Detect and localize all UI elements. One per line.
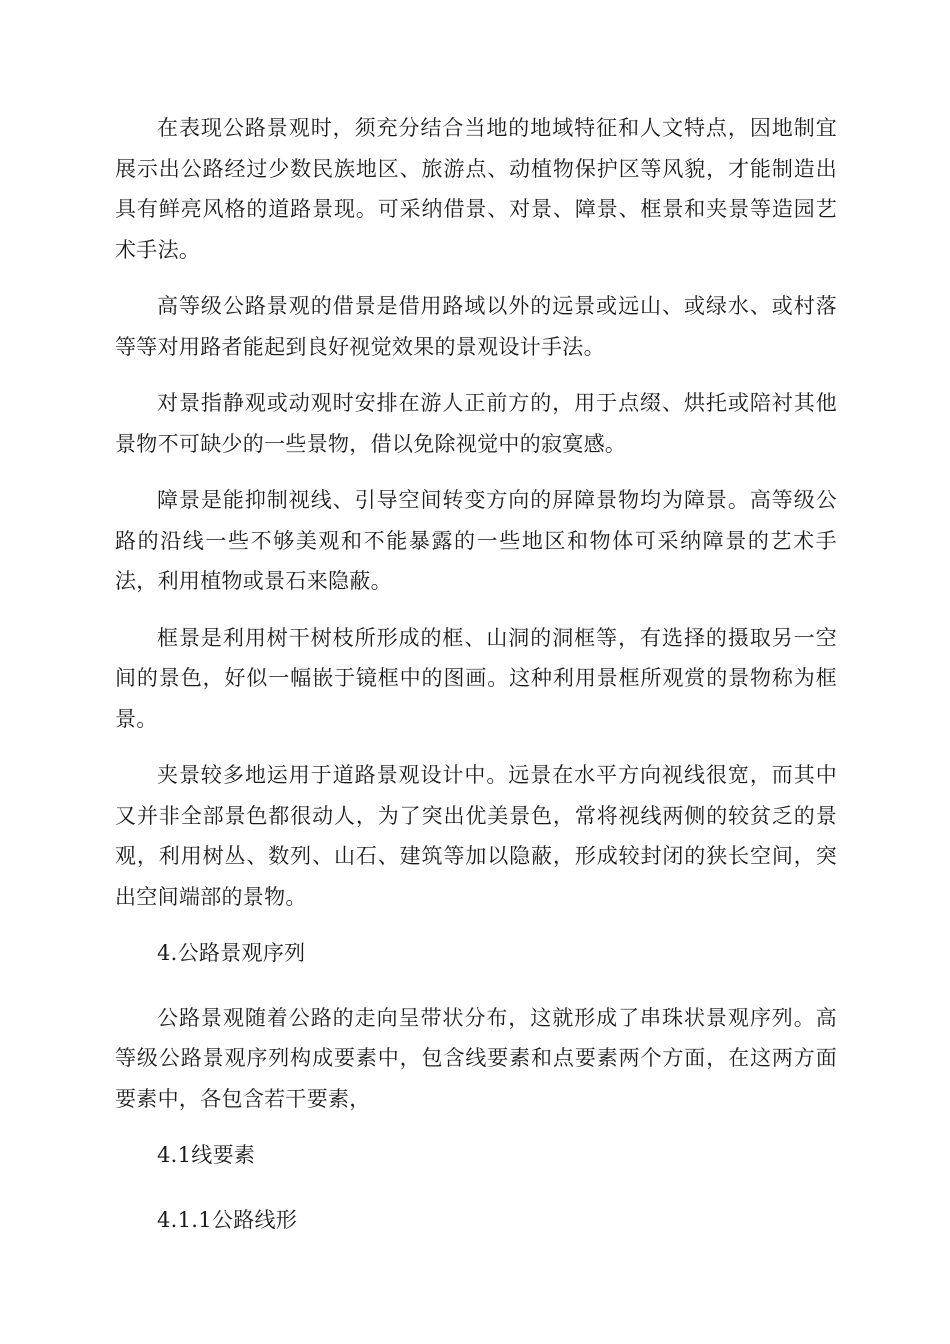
paragraph-landscape-sequence: 公路景观随着公路的走向呈带状分布，这就形成了串珠状景观序列。高等级公路景观序列构成要素中，包含线要素和点要素两个方面，在这两方面要素中，各包含若干要素， <box>115 1005 837 1111</box>
document-page <box>115 108 837 1264</box>
paragraph-landscape-expression: 在表现公路景观时，须充分结合当地的地域特征和人文特点，因地制宜展示出公路经过少数民族地区、旅游点、动植物保护区等风貌，才能制造出具有鲜亮风格的道路景现。可采纳借景、对景、障景、框景和夹景等造园艺术手法。 <box>115 116 837 262</box>
paragraph-framed-scenery: 框景是利用树干树枝所形成的框、山洞的洞框等，有选择的摄取另一空间的景色，好似一幅嵌于镜框中的图画。这种利用景框所观赏的景物称为框景。 <box>115 625 837 731</box>
paragraph-opposite-scenery: 对景指静观或动观时安排在游人正前方的，用于点缀、烘托或陪衬其他景物不可缺少的一些景物，借以免除视觉中的寂寞感。 <box>115 391 837 456</box>
section-heading-4-1: 4.1线要素 <box>157 1143 256 1167</box>
section-heading-4: 4.公路景观序列 <box>157 941 306 965</box>
paragraph-obstructive-scenery: 障景是能抑制视线、引导空间转变方向的屏障景物均为障景。高等级公路的沿线一些不够美观和不能暴露的一些地区和物体可采纳障景的艺术手法，利用植物或景石来隐蔽。 <box>115 488 837 593</box>
section-heading-4-1-1: 4.1.1公路线形 <box>157 1207 298 1232</box>
paragraph-borrowed-scenery: 高等级公路景观的借景是借用路域以外的远景或远山、或绿水、或村落等等对用路者能起到良好视觉效果的景观设计手法。 <box>115 294 837 359</box>
paragraph-enclosed-scenery: 夹景较多地运用于道路景观设计中。远景在水平方向视线很宽，而其中又并非全部景色都很动人，为了突出优美景色，常将视线两侧的较贫乏的景观，利用树丛、数列、山石、建筑等加以隐蔽，形成较封闭的狭长空间，突出空间端部的景物。 <box>115 763 837 909</box>
